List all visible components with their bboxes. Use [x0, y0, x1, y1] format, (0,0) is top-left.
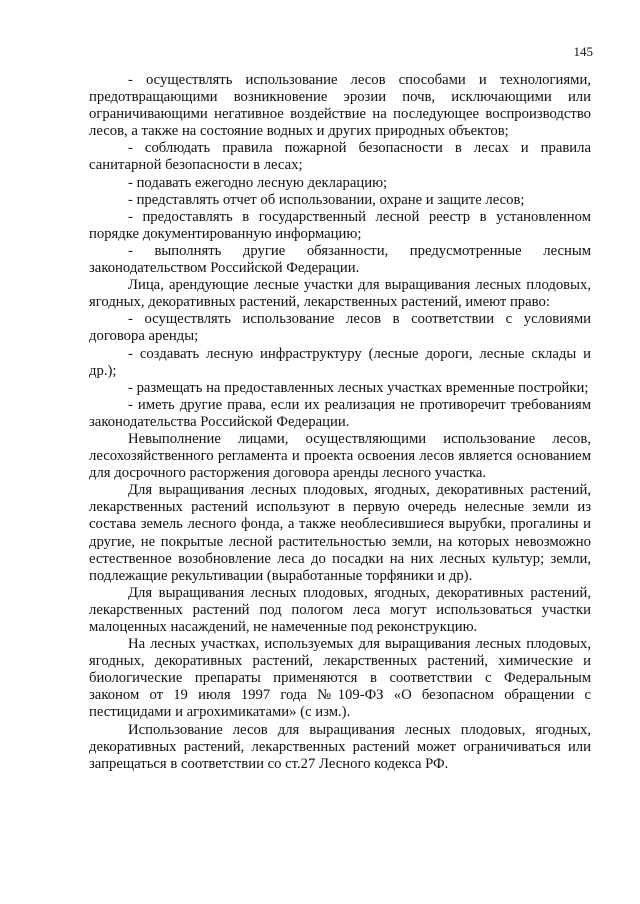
paragraph: - иметь другие права, если их реализация не противоречит требованиям законодательства Российской Федерации. — [89, 396, 591, 430]
paragraph: - осуществлять использование лесов способами и технологиями, предотвращающими возникновение эрозии почв, исключающими или ограничивающими негативное воздействие на последующее воспроизводство лесов, а также на состояние водных и других природных объектов; — [89, 72, 591, 140]
paragraph: - представлять отчет об использовании, охране и защите лесов; — [128, 191, 525, 208]
paragraph: - выполнять другие обязанности, предусмотренные лесным законодательством Российской Федерации. — [89, 242, 591, 277]
paragraph: Для выращивания лесных плодовых, ягодных, декоративных растений, лекарственных растений используют в первую очередь нелесные земли из состава земель лесного фонда, а также необлесившиеся вырубки, прогалины и другие, не покрытые лесной растительностью земли, на которых невозможно естественное возобновление леса до посадки на них лесных культур; земли, подлежащие рекультивации (выработанные торфяники и др). — [89, 482, 591, 584]
paragraph: На лесных участках, используемых для выращивания лесных плодовых, ягодных, декоративных растений, лекарственных растений, химические и биологические препараты применяются в соответствии с Федеральным законом от 19 июля 1997 года №109-ФЗ «О безопасном обращении с пестицидами и агрохимикатами» (с изм.). — [89, 636, 591, 721]
paragraph: Для выращивания лесных плодовых, ягодных, декоративных растений, лекарственных растений под пологом леса могут использоваться участки малоценных насаждений, не намеченные под реконструкцию. — [89, 584, 591, 635]
paragraph: - соблюдать правила пожарной безопасности в лесах и правила санитарной безопасности в лесах; — [89, 140, 591, 174]
paragraph: Невыполнение лицами, осуществляющими использование лесов, лесохозяйственного регламента и проекта освоения лесов является основанием для досрочного расторжения договора аренды лесного участка. — [89, 430, 591, 482]
page-number: 145 — [573, 44, 593, 59]
paragraph: - создавать лесную инфраструктуру (лесные дороги, лесные склады и др.); — [89, 345, 591, 379]
paragraph: - подавать ежегодно лесную декларацию; — [128, 174, 388, 191]
paragraph: Лица, арендующие лесные участки для выращивания лесных плодовых, ягодных, декоративных растений, лекарственных растений, имеют право: — [89, 277, 591, 311]
paragraph: - осуществлять использование лесов в соответствии с условиями договора аренды; — [89, 311, 591, 345]
paragraph: Использование лесов для выращивания лесных плодовых, ягодных, декоративных растений, лекарственных растений может ограничиваться или запрещаться в соответствии со ст.27 Лесного кодекса РФ. — [89, 721, 591, 772]
paragraph: - размещать на предоставленных лесных участках временные постройки; — [128, 379, 589, 396]
body-text — [89, 72, 591, 773]
paragraph: - предоставлять в государственный лесной реестр в установленном порядке документированную информацию; — [89, 208, 591, 242]
